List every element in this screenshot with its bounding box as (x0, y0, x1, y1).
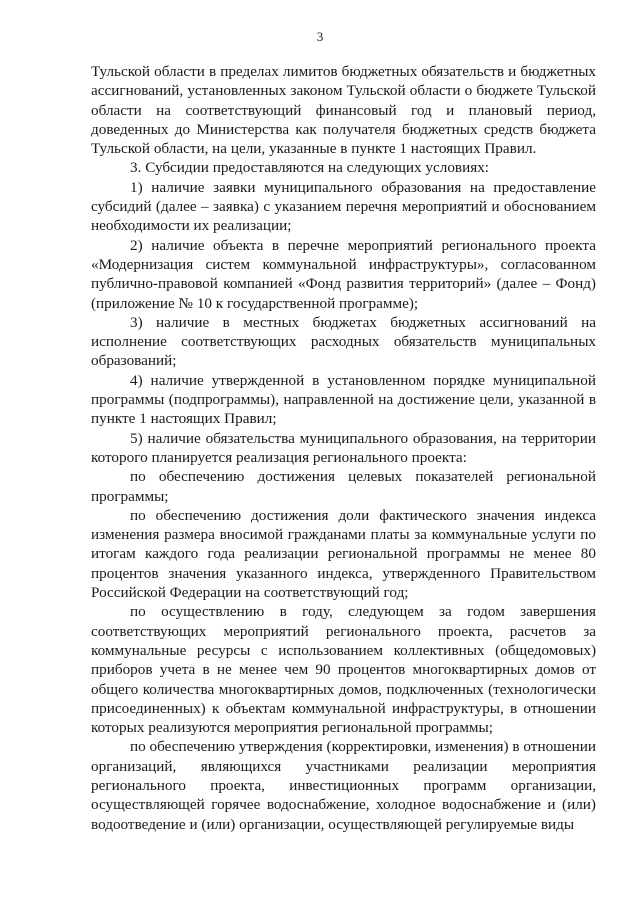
paragraph: по осуществлению в году, следующем за годом завершения соответствующих мероприятий регионального проекта, расчетов за коммунальные ресурсы с использованием коллективных (общедомовых) приборов учета в не менее чем 90 процентов многоквартирных домов от общего количества многоквартирных домов, подключенных (технологически присоединенных) к объектам коммунальной инфраструктуры, в отношении которых реализуются мероприятия региональной программы; (91, 603, 596, 737)
page-number: 3 (316, 29, 324, 44)
paragraph: 4) наличие утвержденной в установленном порядке муниципальной программы (подпрограммы), направленной на достижение цели, указанной в пункте 1 настоящих Правил; (91, 371, 596, 428)
paragraph: 5) наличие обязательства муниципального образования, на территории которого планируется реализация регионального проекта: (91, 429, 596, 466)
paragraph: по обеспечению достижения целевых показателей региональной программы; (91, 468, 596, 505)
document-body (91, 62, 596, 834)
paragraph: 3) наличие в местных бюджетах бюджетных ассигнований на исполнение соответствующих расходных обязательств муниципальных образований; (91, 313, 596, 370)
paragraph: 2) наличие объекта в перечне мероприятий регионального проекта «Модернизация систем коммунальной инфраструктуры», согласованном публично-правовой компанией «Фонд развития территорий» (далее – Фонд) (приложение № 10 к государственной программе); (91, 236, 596, 312)
paragraph: 1) наличие заявки муниципального образования на предоставление субсидий (далее – заявка) с указанием перечня мероприятий и обоснованием необходимости их реализации; (91, 178, 596, 235)
paragraph: 3. Субсидии предоставляются на следующих условиях: (130, 159, 490, 177)
paragraph: Тульской области в пределах лимитов бюджетных обязательств и бюджетных ассигнований, установленных законом Тульской области о бюджете Тульской области на соответствующий финансовый год и плановый период, доведенных до Министерства как получателя бюджетных средств бюджета Тульской области, на цели, указанные в пункте 1 настоящих Правил. (91, 63, 596, 158)
paragraph: по обеспечению достижения доли фактического значения индекса изменения размера вносимой гражданами платы за коммунальные услуги по итогам каждого года реализации региональной программы не менее 80 процентов значения указанного индекса, утвержденного Правительством Российской Федерации на соответствующий год; (91, 506, 596, 602)
paragraph: по обеспечению утверждения (корректировки, изменения) в отношении организаций, являющихся участниками реализации мероприятия регионального проекта, инвестиционных программ организации, осуществляющей горячее водоснабжение, холодное водоснабжение и (или) водоотведение и (или) организации, осуществляющей регулируемые виды (91, 738, 596, 833)
